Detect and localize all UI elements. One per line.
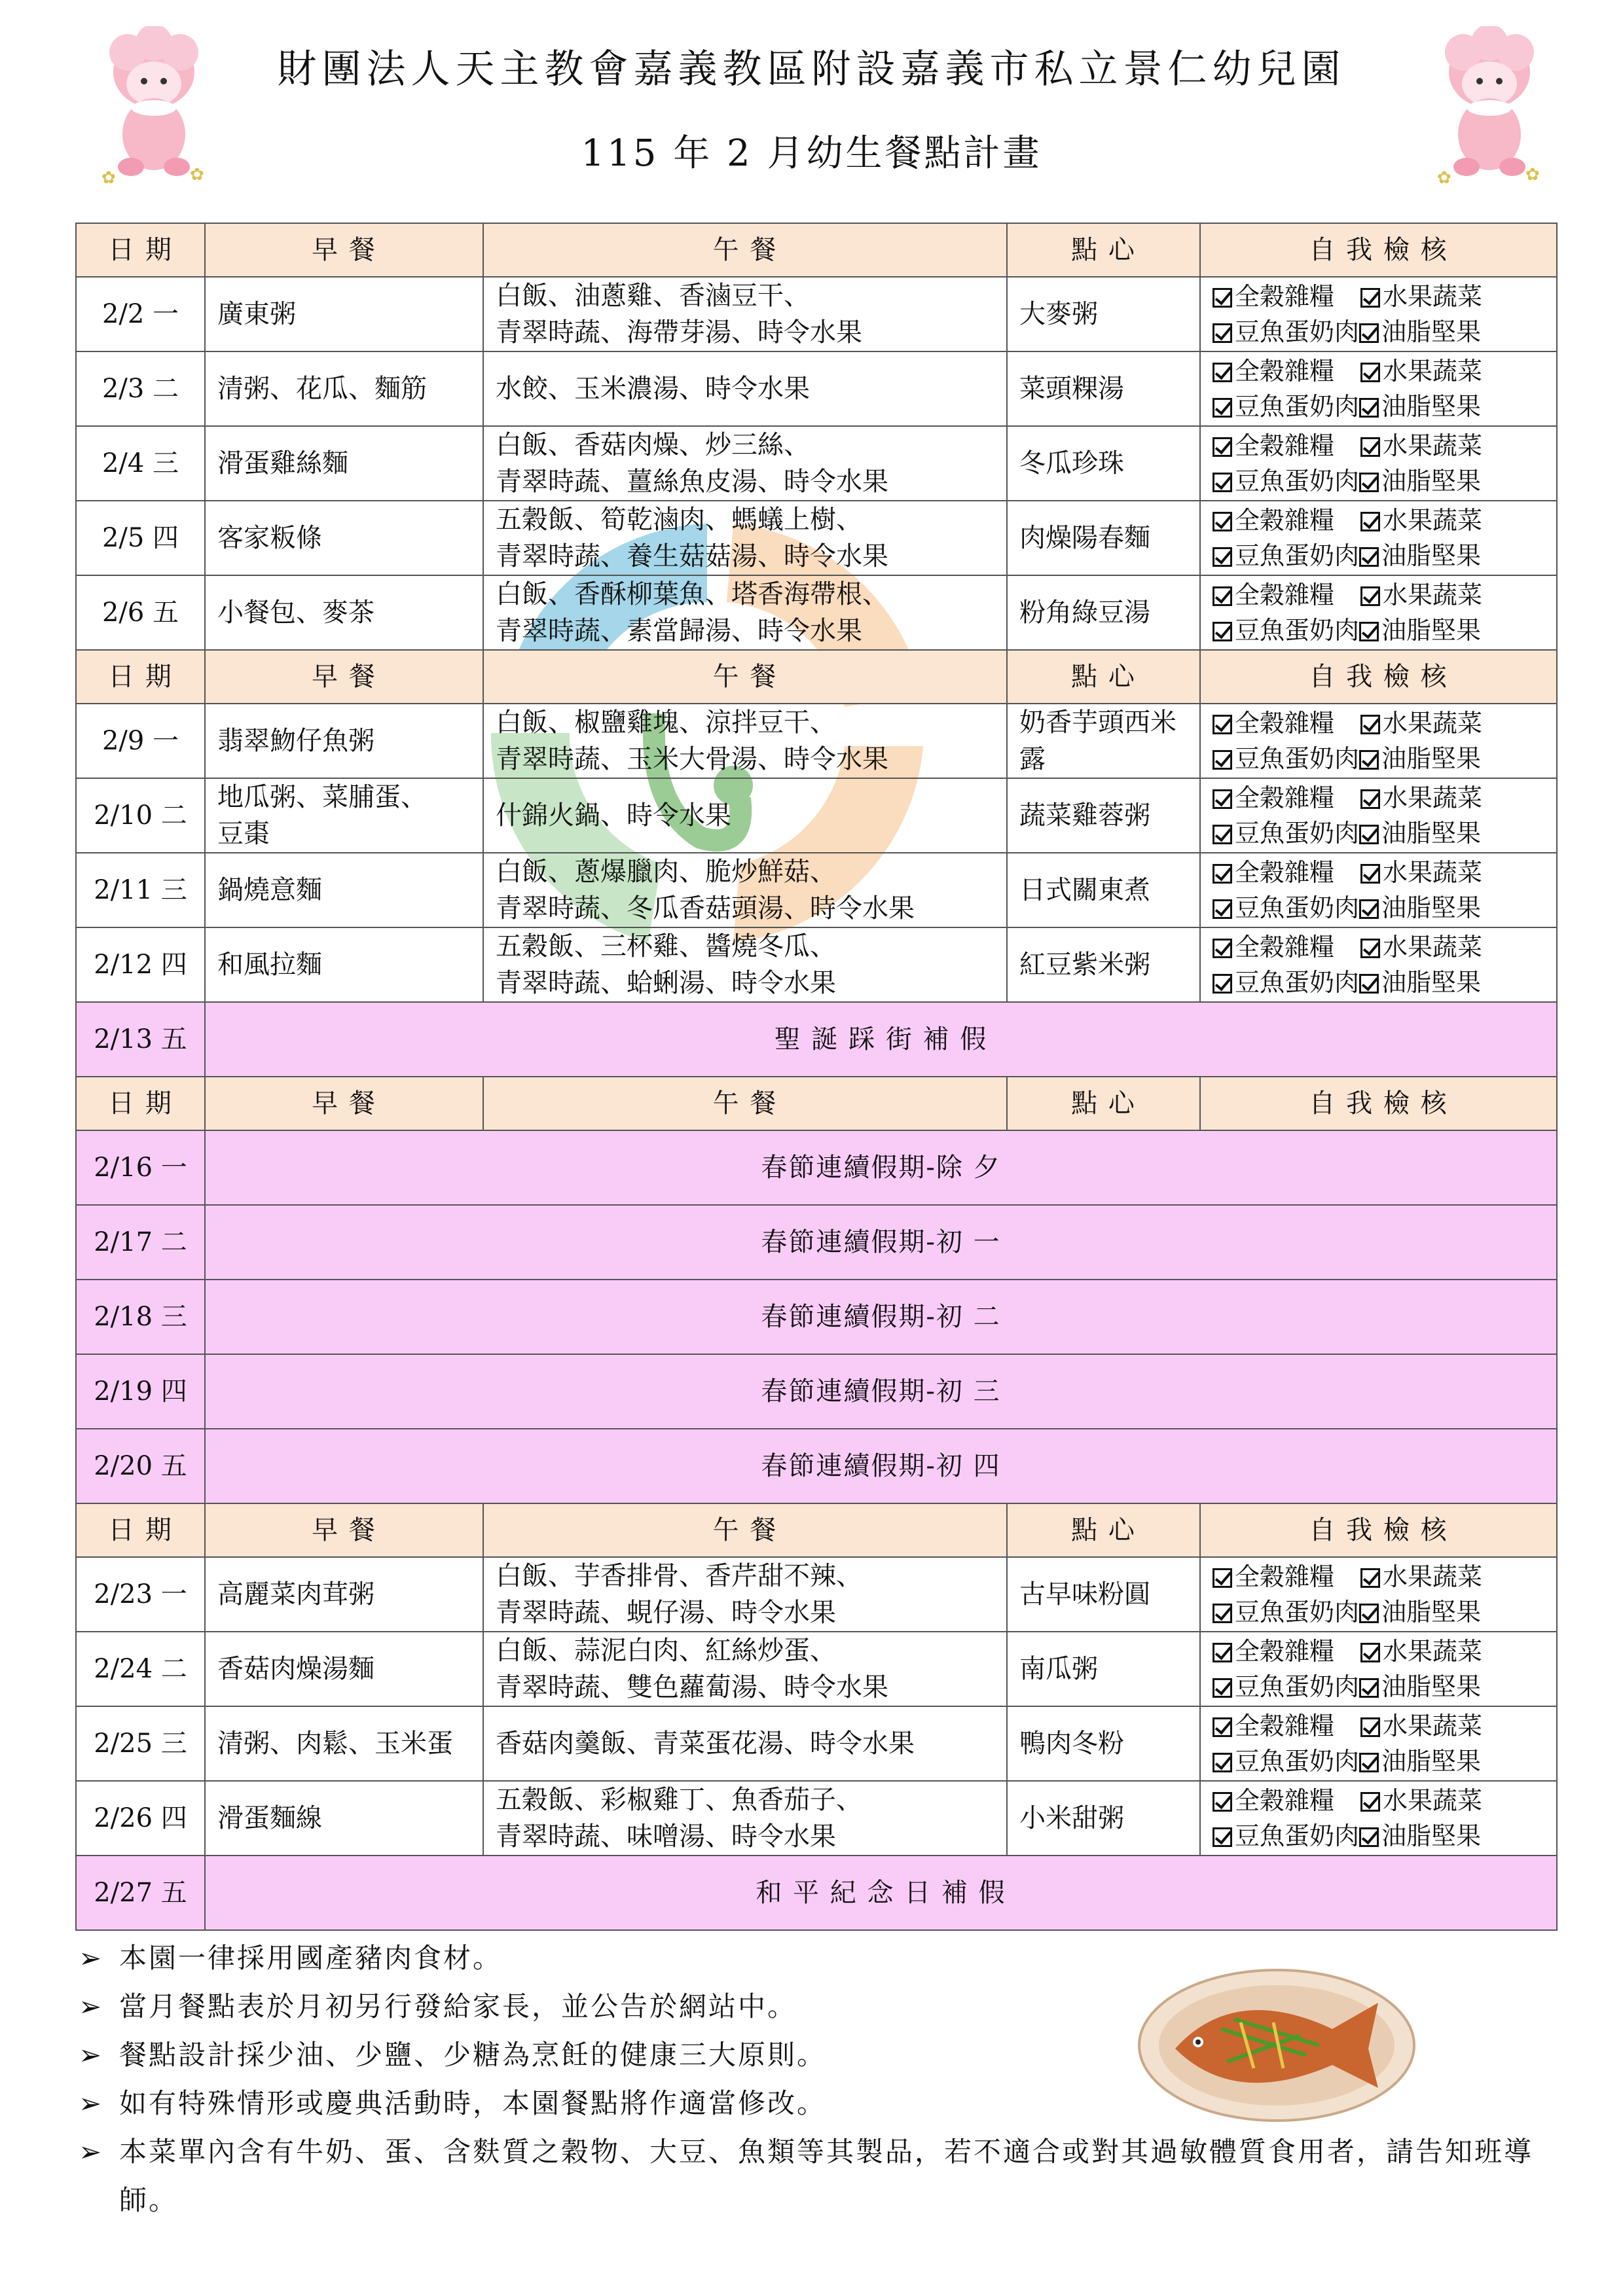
checkbox-checked-icon [1359,750,1379,770]
check-fruit-veg: 水果蔬菜 [1383,1637,1483,1666]
col-check: 自 我 檢 核 [1200,223,1557,277]
row-date: 2/19 四 [76,1354,205,1429]
checkbox-checked-icon [1360,288,1380,308]
checkbox-checked-icon [1359,974,1379,994]
checkbox-checked-icon [1213,323,1232,343]
check-protein: 豆魚蛋奶肉 [1235,541,1360,570]
lunch-line-2: 青翠時蔬、蜆仔湯、時令水果 [496,1598,836,1628]
check-fruit-veg: 水果蔬菜 [1383,357,1483,386]
arrow-bullet-icon: ➢ [79,2039,104,2071]
svg-text:✿: ✿ [1525,165,1540,185]
check-fruit-veg: 水果蔬菜 [1383,581,1483,609]
holiday-label: 春節連續假期-初 四 [205,1429,1557,1503]
table-row [76,1632,1557,1706]
checkbox-checked-icon [1360,939,1380,958]
check-fats: 油脂堅果 [1381,968,1482,997]
checkbox-checked-icon [1213,864,1232,884]
table-row [76,1706,1557,1781]
row-lunch [483,927,1007,1002]
check-grains: 全穀雜糧 [1235,581,1335,609]
col-check: 自 我 檢 核 [1200,1077,1557,1130]
row-date: 2/27 五 [76,1856,205,1930]
checkbox-checked-icon [1359,547,1379,567]
row-snack: 鴨肉冬粉 [1007,1706,1200,1781]
row-date: 2/13 五 [76,1002,205,1077]
col-date: 日 期 [76,650,205,704]
row-date: 2/23 一 [76,1557,205,1632]
table-row [76,778,1557,853]
svg-text:✿: ✿ [190,165,204,185]
table-row [76,501,1557,575]
table-row [76,927,1557,1002]
checkbox-checked-icon [1213,512,1232,531]
snack-line-1: 奶香芋頭西米 [1019,708,1176,738]
col-snack: 點 心 [1007,223,1200,277]
row-breakfast: 滑蛋雞絲麵 [205,426,483,501]
col-check: 自 我 檢 核 [1200,1503,1557,1557]
holiday-label: 春節連續假期-初 二 [205,1280,1557,1354]
checkbox-checked-icon [1360,363,1380,382]
row-date: 2/9 一 [76,704,205,778]
check-fruit-veg: 水果蔬菜 [1383,1786,1483,1815]
table-row [76,351,1557,426]
checkbox-checked-icon [1213,473,1232,492]
checkbox-checked-icon [1359,622,1379,641]
holiday-row [76,1205,1557,1280]
row-checklist [1200,853,1557,927]
arrow-bullet-icon: ➢ [79,1942,104,1974]
col-breakfast: 早 餐 [205,1077,483,1130]
row-breakfast [205,778,483,853]
table-row [76,704,1557,778]
col-date: 日 期 [76,223,205,277]
check-grains: 全穀雜糧 [1235,506,1335,535]
holiday-label: 春節連續假期-初 三 [205,1354,1557,1429]
note-text: 如有特殊情形或慶典活動時，本園餐點將作適當修改。 [119,2087,827,2119]
row-breakfast: 鍋燒意麵 [205,853,483,927]
row-checklist [1200,1632,1557,1706]
row-date: 2/10 二 [76,778,205,853]
holiday-row [76,1429,1557,1503]
checkbox-checked-icon [1359,1753,1379,1772]
check-fruit-veg: 水果蔬菜 [1383,709,1483,738]
row-checklist [1200,927,1557,1002]
row-checklist [1200,277,1557,351]
checkbox-checked-icon [1213,1568,1232,1588]
check-protein: 豆魚蛋奶肉 [1235,1821,1360,1850]
check-grains: 全穀雜糧 [1235,1637,1335,1666]
check-protein: 豆魚蛋奶肉 [1235,968,1360,997]
col-date: 日 期 [76,1503,205,1557]
row-checklist [1200,575,1557,650]
checkbox-checked-icon [1360,789,1380,809]
row-checklist [1200,1706,1557,1781]
row-breakfast: 客家粄條 [205,501,483,575]
row-lunch [483,1557,1007,1632]
col-snack: 點 心 [1007,1503,1200,1557]
holiday-row [76,1130,1557,1205]
checkbox-checked-icon [1359,323,1379,343]
row-snack: 粉角綠豆湯 [1007,575,1200,650]
lunch-line-2: 青翠時蔬、海帶芽湯、時令水果 [496,317,862,348]
row-date: 2/3 二 [76,351,205,426]
col-lunch: 午 餐 [483,223,1007,277]
check-fats: 油脂堅果 [1381,744,1482,773]
row-breakfast: 滑蛋麵線 [205,1781,483,1856]
lunch-line-1: 白飯、芋香排骨、香芹甜不辣、 [496,1561,862,1591]
row-lunch [483,1632,1007,1706]
check-grains: 全穀雜糧 [1235,709,1335,738]
col-snack: 點 心 [1007,1077,1200,1130]
checkbox-checked-icon [1213,622,1232,641]
lunch-line-1: 白飯、香酥柳葉魚、塔香海帶根、 [496,579,888,609]
check-fats: 油脂堅果 [1381,1672,1482,1701]
row-date: 2/17 二 [76,1205,205,1280]
arrow-bullet-icon: ➢ [79,1990,104,2022]
checkbox-checked-icon [1213,750,1232,770]
check-fats: 油脂堅果 [1381,317,1482,346]
row-date: 2/6 五 [76,575,205,650]
table-row [76,1557,1557,1632]
check-fruit-veg: 水果蔬菜 [1383,431,1483,460]
checkbox-checked-icon [1213,789,1232,809]
check-fruit-veg: 水果蔬菜 [1383,858,1483,887]
col-lunch: 午 餐 [483,650,1007,704]
checkbox-checked-icon [1359,1604,1379,1623]
breakfast-line-2: 豆棗 [217,819,270,849]
table-row [76,277,1557,351]
checkbox-checked-icon [1213,1717,1232,1737]
checkbox-checked-icon [1360,1792,1380,1812]
row-snack: 大麥粥 [1007,277,1200,351]
row-lunch [483,575,1007,650]
table-header-row [76,223,1557,277]
row-breakfast: 高麗菜肉茸粥 [205,1557,483,1632]
holiday-label: 春節連續假期-初 一 [205,1205,1557,1280]
col-lunch: 午 餐 [483,1503,1007,1557]
checkbox-checked-icon [1213,825,1232,844]
note-text: 餐點設計採少油、少鹽、少糖為烹飪的健康三大原則。 [119,2039,827,2071]
row-snack: 紅豆紫米粥 [1007,927,1200,1002]
check-fruit-veg: 水果蔬菜 [1383,282,1483,311]
check-grains: 全穀雜糧 [1235,858,1335,887]
row-lunch [483,351,1007,426]
row-date: 2/25 三 [76,1706,205,1781]
row-breakfast: 香菇肉燥湯麵 [205,1632,483,1706]
check-fats: 油脂堅果 [1381,819,1482,848]
row-lunch [483,704,1007,778]
checkbox-checked-icon [1360,1643,1380,1662]
checkbox-checked-icon [1359,1678,1379,1698]
check-fruit-veg: 水果蔬菜 [1383,1712,1483,1740]
row-date: 2/2 一 [76,277,205,351]
check-grains: 全穀雜糧 [1235,1786,1335,1815]
holiday-row [76,1856,1557,1930]
checkbox-checked-icon [1360,715,1380,734]
check-fruit-veg: 水果蔬菜 [1383,506,1483,535]
col-lunch: 午 餐 [483,1077,1007,1130]
lunch-line-1: 白飯、香菇肉燥、炒三絲、 [496,430,810,460]
col-breakfast: 早 餐 [205,1503,483,1557]
table-header-row [76,650,1557,704]
arrow-bullet-icon: ➢ [79,2136,104,2168]
row-lunch [483,501,1007,575]
checkbox-checked-icon [1359,398,1379,418]
svg-text:✿: ✿ [101,168,116,188]
holiday-label: 和 平 紀 念 日 補 假 [205,1856,1557,1930]
row-lunch [483,1781,1007,1856]
checkbox-checked-icon [1213,1827,1232,1847]
row-snack [1007,704,1200,778]
lunch-line-1: 白飯、蒜泥白肉、紅絲炒蛋、 [496,1636,836,1666]
table-row [76,853,1557,927]
checkbox-checked-icon [1213,939,1232,958]
row-breakfast: 清粥、肉鬆、玉米蛋 [205,1706,483,1781]
note-text: 本園一律採用國產豬肉食材。 [119,1942,503,1974]
check-fats: 油脂堅果 [1381,1598,1482,1626]
check-protein: 豆魚蛋奶肉 [1235,1747,1360,1776]
check-grains: 全穀雜糧 [1235,1712,1335,1740]
lunch-line-2: 青翠時蔬、玉米大骨湯、時令水果 [496,744,888,774]
checkbox-checked-icon [1213,288,1232,308]
checkbox-checked-icon [1359,825,1379,844]
checkbox-checked-icon [1213,1678,1232,1698]
lunch-line-1: 五穀飯、筍乾滷肉、螞蟻上樹、 [496,505,862,535]
row-checklist [1200,778,1557,853]
meal-plan-table [75,223,1558,1931]
table-row [76,426,1557,501]
check-grains: 全穀雜糧 [1235,1562,1335,1591]
checkbox-checked-icon [1360,512,1380,531]
row-checklist [1200,426,1557,501]
row-date: 2/5 四 [76,501,205,575]
check-protein: 豆魚蛋奶肉 [1235,317,1360,346]
svg-text:✿: ✿ [1437,168,1451,188]
row-date: 2/24 二 [76,1632,205,1706]
check-grains: 全穀雜糧 [1235,282,1335,311]
lunch-line-2: 青翠時蔬、冬瓜香菇頭湯、時令水果 [496,893,915,924]
check-protein: 豆魚蛋奶肉 [1235,1672,1360,1701]
arrow-bullet-icon: ➢ [79,2087,104,2119]
checkbox-checked-icon [1360,1568,1380,1588]
row-snack: 冬瓜珍珠 [1007,426,1200,501]
check-grains: 全穀雜糧 [1235,783,1335,812]
check-fruit-veg: 水果蔬菜 [1383,933,1483,961]
row-date: 2/16 一 [76,1130,205,1205]
holiday-row [76,1354,1557,1429]
checkbox-checked-icon [1359,899,1379,919]
row-breakfast: 小餐包、麥茶 [205,575,483,650]
check-fats: 油脂堅果 [1381,616,1482,645]
checkbox-checked-icon [1213,715,1232,734]
row-lunch [483,277,1007,351]
checkbox-checked-icon [1360,437,1380,457]
col-breakfast: 早 餐 [205,223,483,277]
table-row [76,575,1557,650]
lunch-line-2: 青翠時蔬、薑絲魚皮湯、時令水果 [496,467,888,497]
row-date: 2/18 三 [76,1280,205,1354]
row-date: 2/12 四 [76,927,205,1002]
checkbox-checked-icon [1213,1753,1232,1772]
check-protein: 豆魚蛋奶肉 [1235,392,1360,421]
check-grains: 全穀雜糧 [1235,933,1335,961]
holiday-row [76,1280,1557,1354]
lunch-line-1: 白飯、油蔥雞、香滷豆干、 [496,281,810,311]
check-fats: 油脂堅果 [1381,467,1482,495]
row-snack: 日式關東煮 [1007,853,1200,927]
row-date: 2/26 四 [76,1781,205,1856]
row-snack: 肉燥陽春麵 [1007,501,1200,575]
lunch-line-2: 青翠時蔬、雙色蘿蔔湯、時令水果 [496,1672,888,1702]
col-date: 日 期 [76,1077,205,1130]
row-snack: 蔬菜雞蓉粥 [1007,778,1200,853]
check-protein: 豆魚蛋奶肉 [1235,616,1360,645]
table-row [76,1781,1557,1856]
row-checklist [1200,1781,1557,1856]
row-checklist [1200,704,1557,778]
lunch-line-2: 青翠時蔬、味噌湯、時令水果 [496,1821,836,1852]
check-fats: 油脂堅果 [1381,893,1482,922]
row-checklist [1200,501,1557,575]
lunch-line-1: 香菇肉羹飯、青菜蛋花湯、時令水果 [496,1729,915,1759]
row-lunch [483,778,1007,853]
row-lunch [483,853,1007,927]
col-snack: 點 心 [1007,650,1200,704]
row-lunch [483,426,1007,501]
check-fruit-veg: 水果蔬菜 [1383,1562,1483,1591]
check-fruit-veg: 水果蔬菜 [1383,783,1483,812]
row-checklist [1200,351,1557,426]
checkbox-checked-icon [1360,1717,1380,1737]
check-protein: 豆魚蛋奶肉 [1235,819,1360,848]
checkbox-checked-icon [1213,437,1232,457]
lunch-line-1: 什錦火鍋、時令水果 [496,800,731,831]
checkbox-checked-icon [1213,1604,1232,1623]
row-lunch [483,1706,1007,1781]
lunch-line-2: 青翠時蔬、蛤蜊湯、時令水果 [496,968,836,998]
check-grains: 全穀雜糧 [1235,357,1335,386]
checkbox-checked-icon [1213,398,1232,418]
table-header-row [76,1077,1557,1130]
col-check: 自 我 檢 核 [1200,650,1557,704]
table-header-row [76,1503,1557,1557]
check-fats: 油脂堅果 [1381,1747,1482,1776]
row-snack: 南瓜粥 [1007,1632,1200,1706]
checkbox-checked-icon [1213,974,1232,994]
row-breakfast: 廣東粥 [205,277,483,351]
checkbox-checked-icon [1213,363,1232,382]
lunch-line-1: 白飯、蔥爆臘肉、脆炒鮮菇、 [496,857,836,887]
checkbox-checked-icon [1359,1827,1379,1847]
check-fats: 油脂堅果 [1381,1821,1482,1850]
checkbox-checked-icon [1213,899,1232,919]
checkbox-checked-icon [1360,586,1380,606]
breakfast-line-1: 地瓜粥、菜脯蛋、 [217,782,427,812]
row-snack: 小米甜粥 [1007,1781,1200,1856]
row-snack: 古早味粉圓 [1007,1557,1200,1632]
snack-line-2: 露 [1019,744,1046,774]
checkbox-checked-icon [1213,547,1232,567]
row-breakfast: 和風拉麵 [205,927,483,1002]
lunch-line-2: 青翠時蔬、素當歸湯、時令水果 [496,616,862,646]
col-breakfast: 早 餐 [205,650,483,704]
lunch-line-1: 五穀飯、彩椒雞丁、魚香茄子、 [496,1785,862,1815]
page-title: 財團法人天主教會嘉義教區附設嘉義市私立景仁幼兒園 [277,46,1346,92]
holiday-label: 春節連續假期-除 夕 [205,1130,1557,1205]
lunch-line-2: 青翠時蔬、養生菇菇湯、時令水果 [496,541,888,571]
note-text: 本菜單內含有牛奶、蛋、含麩質之穀物、大豆、魚類等其製品，若不適合或對其過敏體質食用者，請告知班導師。 [119,2136,1534,2216]
lunch-line-1: 白飯、椒鹽雞塊、涼拌豆干、 [496,708,836,738]
holiday-label: 聖 誕 踩 街 補 假 [205,1002,1557,1077]
row-checklist [1200,1557,1557,1632]
checkbox-checked-icon [1359,473,1379,492]
row-date: 2/11 三 [76,853,205,927]
check-fats: 油脂堅果 [1381,541,1482,570]
check-protein: 豆魚蛋奶肉 [1235,1598,1360,1626]
checkbox-checked-icon [1360,864,1380,884]
checkbox-checked-icon [1213,1792,1232,1812]
lunch-line-1: 水餃、玉米濃湯、時令水果 [496,374,810,404]
check-grains: 全穀雜糧 [1235,431,1335,460]
checkbox-checked-icon [1213,1643,1232,1662]
check-protein: 豆魚蛋奶肉 [1235,467,1360,495]
check-protein: 豆魚蛋奶肉 [1235,893,1360,922]
page-subtitle: 115 年 2 月幼生餐點計畫 [581,132,1042,175]
note-item [79,2128,1558,2225]
fish-dish-icon [1136,1957,1417,2127]
check-fats: 油脂堅果 [1381,392,1482,421]
check-protein: 豆魚蛋奶肉 [1235,744,1360,773]
lunch-line-1: 五穀飯、三杯雞、醬燒冬瓜、 [496,931,836,961]
holiday-row [76,1002,1557,1077]
row-date: 2/4 三 [76,426,205,501]
checkbox-checked-icon [1213,586,1232,606]
row-breakfast: 清粥、花瓜、麵筋 [205,351,483,426]
row-snack: 菜頭粿湯 [1007,351,1200,426]
row-breakfast: 翡翠魩仔魚粥 [205,704,483,778]
note-text: 當月餐點表於月初另行發給家長，並公告於網站中。 [119,1990,797,2022]
row-date: 2/20 五 [76,1429,205,1503]
